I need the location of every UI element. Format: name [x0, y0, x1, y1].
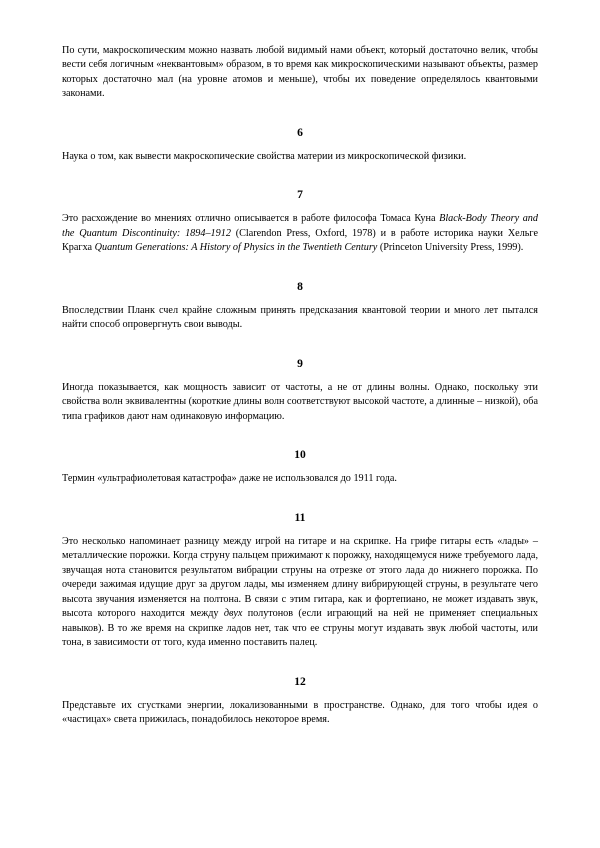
intro-paragraph: По сути, макроскопическим можно назвать любой видимый нами объект, который достаточно велик, чтобы вести себя логичным «неквантовым» образом, в то время как микроскопическими называют объекты, размер которых достаточно мал (на уровне атомов и меньше), чтобы их поведение определялось квантовыми законами. [62, 45, 538, 100]
note-number-10: 10 [294, 448, 306, 462]
note-11-italic-word: двух [223, 608, 243, 620]
note-text-11 [62, 535, 538, 651]
note-text-7 [62, 212, 538, 255]
note-number-8: 8 [297, 279, 303, 293]
note-text-8: Впоследствии Планк счел крайне сложным принять предсказания квантовой теории и много лет пытался найти способ опровергнуть свои выводы. [62, 304, 538, 331]
note-7-italic-title-1: Black-Body Theory and the Quantum Discontinuity: 1894–1912 [62, 213, 538, 239]
note-number-12: 12 [294, 674, 306, 688]
note-text-9: Иногда показывается, как мощность зависит от частоты, а не от длины волны. Однако, поскольку эти свойства волн эквивалентны (короткие длины волн соответствуют высокой частоте, а длинные – низкой), оба типа графиков дают нам одинаковую информацию. [62, 381, 538, 422]
note-11-segment-2: полутонов (если играющий на ней не применяет специальных навыков). В то же время на скрипке ладов нет, так что ее струны могут издавать звук любой частоты, или тона, в зависимости от того, куда именно поставить палец. [62, 608, 538, 649]
note-text-10: Термин «ультрафиолетовая катастрофа» даже не использовался до 1911 года. [62, 473, 397, 485]
note-number-11: 11 [294, 510, 306, 524]
note-number-9: 9 [297, 356, 303, 370]
note-7-italic-title-2: Quantum Generations: A History of Physics in the Twentieth Century [94, 242, 378, 254]
note-7-segment-1: Это расхождение во мнениях отлично описывается в работе философа Томаса Куна [62, 213, 440, 225]
note-number-6: 6 [297, 125, 303, 139]
note-text-12: Представьте их сгустками энергии, локализованными в пространстве. Однако, для того чтобы идея о «частицах» света прижилась, понадобилось некоторое время. [62, 699, 538, 726]
note-number-7: 7 [297, 188, 303, 202]
note-text-6: Наука о том, как вывести макроскопические свойства материи из микроскопической физики. [62, 150, 467, 162]
note-7-segment-3: (Princeton University Press, 1999). [377, 242, 524, 254]
note-7-segment-2: (Clarendon Press, Oxford, 1978) и в работе историка науки Хельге Крагха [62, 227, 538, 254]
note-11-segment-1: Это несколько напоминает разницу между игрой на гитаре и на скрипке. На грифе гитары есть «лады» – металлические порожки. Когда струну пальцем прижимают к порожку, находящемуся ниже требуемого лада, звучащая нота становится результатом вибрации струны на отрезке от этого лада до нижнего порожка. По очереди зажимая идущие друг за другом лады, мы изменяем длину вибрирующей струны, в результате чего высота звучания изменяется на полтона. В связи с этим гитара, как и фортепиано, не может издавать звук, высота которого находится между [62, 535, 538, 620]
